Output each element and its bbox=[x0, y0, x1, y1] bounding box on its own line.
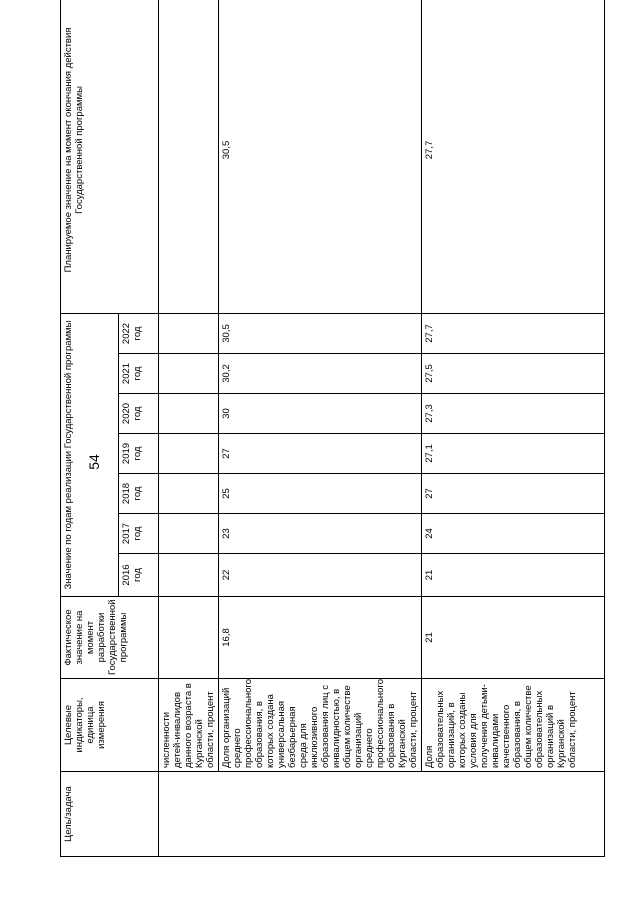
header-year-2018: 2018 год bbox=[119, 474, 159, 514]
value-cell bbox=[159, 313, 219, 353]
header-year-2017: 2017 год bbox=[119, 514, 159, 554]
header-year-2020: 2020 год bbox=[119, 394, 159, 434]
header-goal: Цель/задача bbox=[61, 772, 159, 857]
value-cell: 30,2 bbox=[219, 354, 422, 394]
indicator-cell: Доля образовательных организаций, в которых созданы условия для получения детьми-инвалидами качественного образования, в общем количестве образовательных организаций в Курганской области, процент bbox=[422, 679, 605, 772]
goal-cell bbox=[159, 772, 605, 857]
value-cell: 25 bbox=[219, 474, 422, 514]
table-row bbox=[159, 0, 219, 857]
value-cell: 27,3 bbox=[422, 394, 605, 434]
value-cell bbox=[159, 554, 219, 597]
value-cell: 27,1 bbox=[422, 434, 605, 474]
value-cell: 24 bbox=[422, 514, 605, 554]
header-year-2019: 2019 год bbox=[119, 434, 159, 474]
value-cell: 22 bbox=[219, 554, 422, 597]
header-indicator: Целевые индикаторы, единица измерения bbox=[61, 679, 159, 772]
actual-cell bbox=[159, 597, 219, 679]
value-cell: 27,5 bbox=[422, 354, 605, 394]
value-cell: 21 bbox=[422, 554, 605, 597]
value-cell bbox=[159, 394, 219, 434]
indicators-table bbox=[60, 0, 605, 857]
value-cell: 23 bbox=[219, 514, 422, 554]
planned-cell: 30,5 bbox=[219, 0, 422, 313]
header-years-group: Значение по годам реализации Государственной программы bbox=[61, 313, 119, 596]
table-row bbox=[422, 0, 605, 857]
indicator-cell: численности детей-инвалидов данного возраста в Курганской области, процент bbox=[159, 679, 219, 772]
value-cell bbox=[159, 354, 219, 394]
rotated-table-container bbox=[60, 27, 580, 857]
header-year-2022: 2022 год bbox=[119, 313, 159, 353]
value-cell bbox=[159, 474, 219, 514]
value-cell: 27,7 bbox=[422, 313, 605, 353]
value-cell bbox=[159, 434, 219, 474]
indicator-cell: Доля организаций среднего профессионального образования, в которых создана универсальная безбарьерная среда для инклюзивного образования лиц с инвалидностью, в общем количестве организаций среднего профессионального образования в Курганской области, процент bbox=[219, 679, 422, 772]
actual-cell: 21 bbox=[422, 597, 605, 679]
header-actual: Фактическое значение на момент разработки Государственной программы bbox=[61, 597, 159, 679]
header-year-2021: 2021 год bbox=[119, 354, 159, 394]
header-planned: Планируемое значение на момент окончания действия Государственной программы bbox=[61, 0, 159, 313]
actual-cell: 16,8 bbox=[219, 597, 422, 679]
planned-cell bbox=[159, 0, 219, 313]
planned-cell: 27,7 bbox=[422, 0, 605, 313]
value-cell: 27 bbox=[422, 474, 605, 514]
table-row bbox=[219, 0, 422, 857]
header-year-2016: 2016 год bbox=[119, 554, 159, 597]
value-cell: 30 bbox=[219, 394, 422, 434]
value-cell bbox=[159, 514, 219, 554]
value-cell: 27 bbox=[219, 434, 422, 474]
value-cell: 30,5 bbox=[219, 313, 422, 353]
page-number: 54 bbox=[86, 454, 102, 470]
